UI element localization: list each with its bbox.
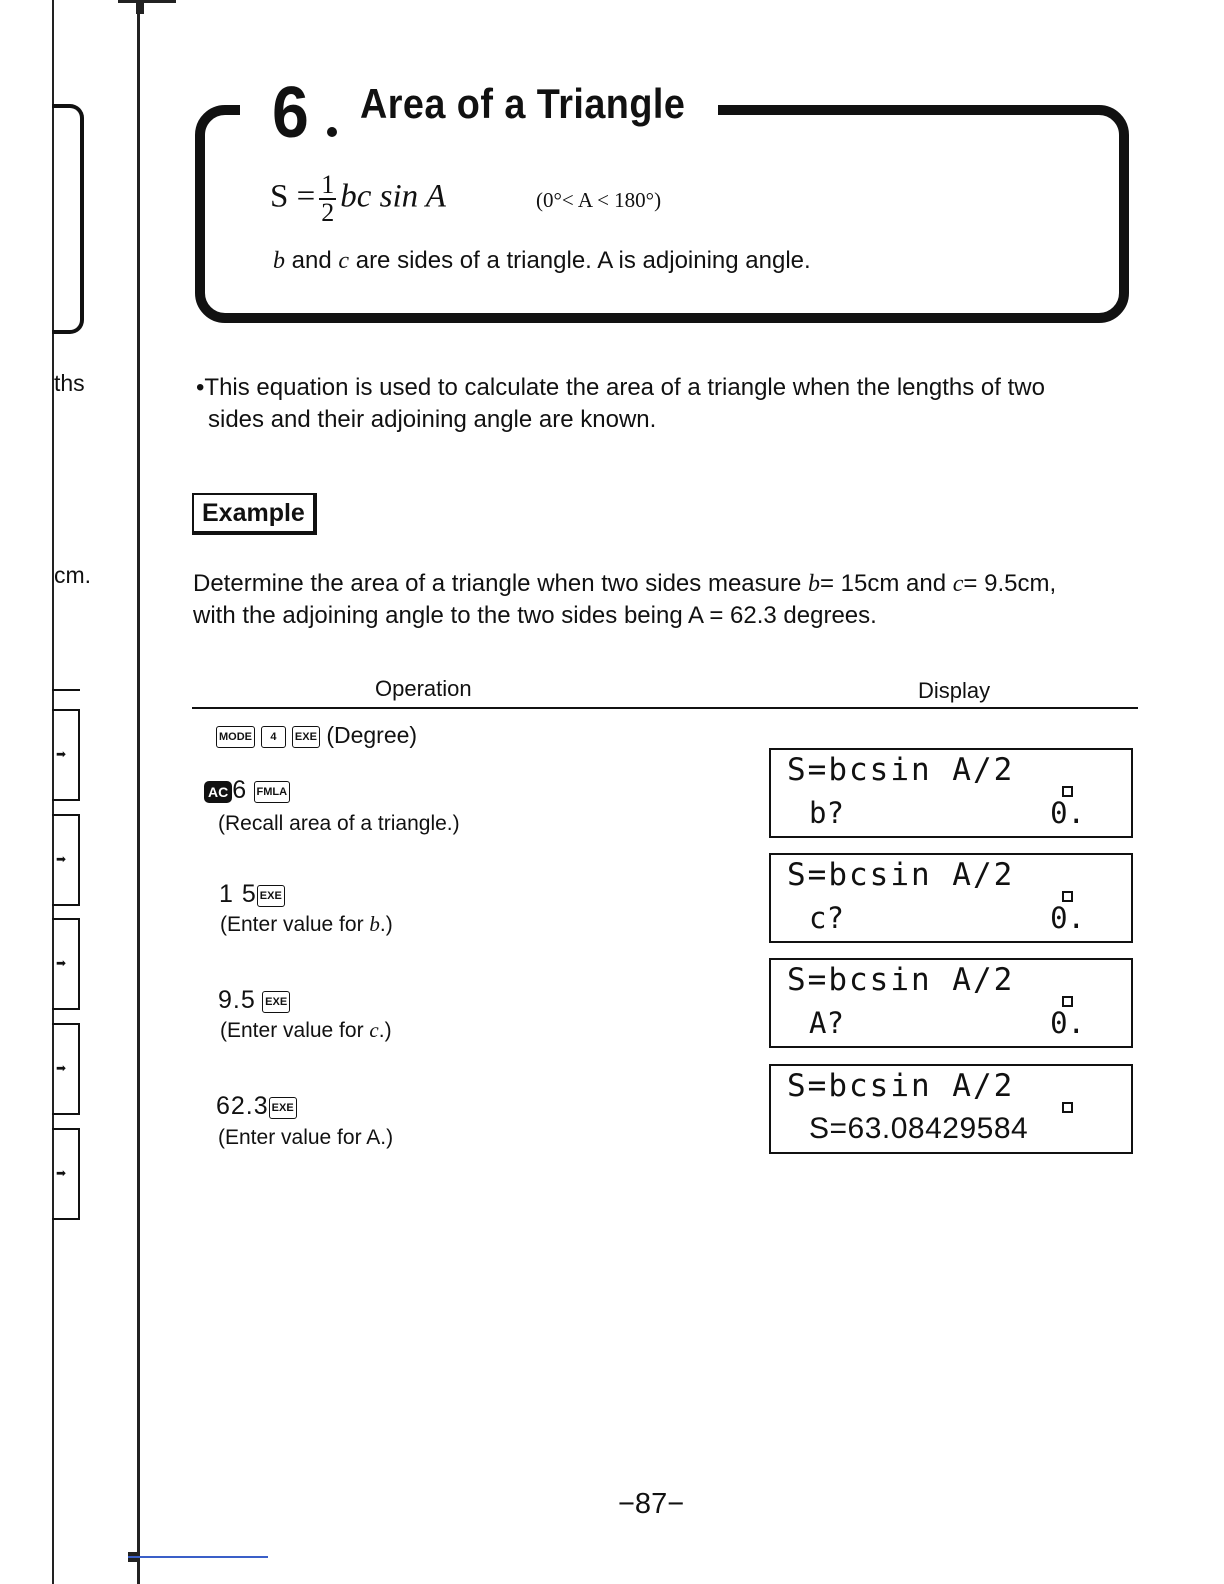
display-line-1: S=bcsin A/2 xyxy=(787,857,1015,893)
operation-step xyxy=(216,722,417,749)
mode-key: MODE xyxy=(216,726,255,748)
arrow-icon: ➡ xyxy=(56,852,67,866)
display-value: 0. xyxy=(1050,796,1085,830)
exe-key: EXE xyxy=(257,885,285,907)
previous-page-display-edge xyxy=(52,709,80,801)
fmla-key: FMLA xyxy=(254,781,291,803)
exe-key: EXE xyxy=(292,726,320,748)
display-value: 0. xyxy=(1050,1006,1085,1040)
area-formula xyxy=(270,172,446,226)
section-number: 6 xyxy=(272,73,308,153)
formula-range: (0°< A < 180°) xyxy=(536,188,662,212)
display-line-1: S=bcsin A/2 xyxy=(787,752,1015,788)
operation-header: Operation xyxy=(375,676,472,701)
operation-step xyxy=(216,1092,297,1121)
calculator-display xyxy=(769,853,1133,943)
calculator-display xyxy=(769,1064,1133,1154)
display-header: Display xyxy=(918,678,991,703)
previous-page-box-edge xyxy=(52,104,84,334)
arrow-icon: ➡ xyxy=(56,1166,67,1180)
ac-key: AC xyxy=(204,781,232,803)
step-desc: (Enter value for A.) xyxy=(218,1126,394,1149)
formula-numerator: 1 xyxy=(321,170,335,199)
previous-page-display-edge xyxy=(52,814,80,906)
intro-line-2: sides and their adjoining angle are known. xyxy=(208,406,657,433)
previous-page-word: ths xyxy=(54,370,85,396)
problem-b-value: = 15cm and xyxy=(820,570,947,597)
display-prompt: A? xyxy=(809,1006,844,1040)
note-var-c: c xyxy=(338,248,350,274)
arrow-icon: ➡ xyxy=(56,956,67,970)
page-number: −87− xyxy=(618,1488,685,1520)
step-desc: (Recall area of a triangle.) xyxy=(218,812,460,835)
problem-var-b: b xyxy=(808,571,820,597)
formula-rhs: bc sin A xyxy=(340,178,446,215)
note-and: and xyxy=(291,247,332,274)
binding-line xyxy=(137,8,140,1584)
step-desc-text: (Enter value for xyxy=(220,913,364,936)
indicator-icon xyxy=(1062,1102,1073,1113)
arrow-icon: ➡ xyxy=(56,747,67,761)
table-rule xyxy=(192,707,1138,709)
arrow-icon: ➡ xyxy=(56,1061,67,1075)
page-title: Area of a Triangle xyxy=(360,80,686,127)
previous-page-display-edge xyxy=(52,1023,80,1115)
step-desc xyxy=(220,912,393,937)
binding-top-stem xyxy=(136,0,144,14)
step-desc xyxy=(220,1018,392,1043)
operation-step xyxy=(204,776,290,805)
previous-page-display-edge xyxy=(52,1128,80,1220)
note-rest: are sides of a triangle. A is adjoining angle. xyxy=(355,247,811,274)
previous-page-display-edge xyxy=(52,918,80,1010)
step-desc-end: .) xyxy=(378,1019,392,1042)
step-value: 6 xyxy=(232,776,248,804)
display-line-1: S=bcsin A/2 xyxy=(787,1068,1015,1104)
intro-line-1: •This equation is used to calculate the area of a triangle when the lengths of two xyxy=(196,374,1045,401)
step-desc-text: (Enter value for xyxy=(220,1019,364,1042)
display-value: 0. xyxy=(1050,901,1085,935)
calculator-display xyxy=(769,748,1133,838)
step-desc-end: .) xyxy=(379,913,393,936)
problem-c-value: = 9.5cm, xyxy=(963,570,1057,597)
step-desc-var: b xyxy=(369,912,380,936)
exe-key: EXE xyxy=(269,1097,297,1119)
formula-fraction xyxy=(319,172,336,226)
display-line-1: S=bcsin A/2 xyxy=(787,962,1015,998)
binding-bottom-mark xyxy=(128,1556,268,1558)
section-number-dot xyxy=(327,127,337,137)
note-var-b: b xyxy=(273,248,285,274)
step-value: 62.3 xyxy=(216,1092,269,1120)
previous-page-rule xyxy=(52,689,80,691)
step-desc-var: c xyxy=(369,1018,379,1042)
formula-lhs: S = xyxy=(270,178,316,215)
formula-note xyxy=(273,247,811,275)
display-result: S=63.08429584 xyxy=(809,1112,1029,1145)
binding-top-mark xyxy=(118,0,176,3)
calculator-display xyxy=(769,958,1133,1048)
problem-line-2: with the adjoining angle to the two sides being A = 62.3 degrees. xyxy=(193,602,877,629)
previous-page-word: cm. xyxy=(54,562,92,588)
operation-step xyxy=(219,880,285,909)
key-4: 4 xyxy=(261,726,285,748)
exe-key: EXE xyxy=(262,991,290,1013)
problem-text: Determine the area of a triangle when two sides measure xyxy=(193,570,802,597)
display-prompt: c? xyxy=(809,901,844,935)
example-problem xyxy=(193,568,1153,631)
display-prompt: b? xyxy=(809,796,844,830)
example-label: Example xyxy=(192,493,317,535)
step-value: 9.5 xyxy=(218,986,256,1014)
step-desc: (Degree) xyxy=(326,722,418,748)
problem-var-c: c xyxy=(952,571,964,597)
formula-denominator: 2 xyxy=(321,198,335,227)
intro-paragraph xyxy=(196,372,1146,436)
operation-step xyxy=(218,986,290,1015)
step-value: 1 5 xyxy=(219,880,257,908)
